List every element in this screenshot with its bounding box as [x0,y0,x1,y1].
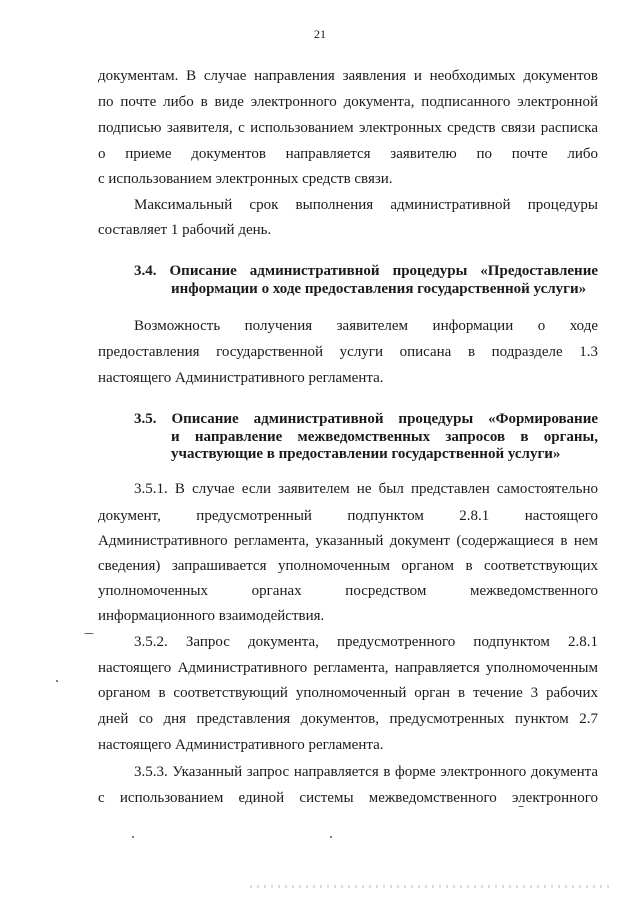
section-heading-3-4-cont: информации о ходе предоставления государственной услуги» [171,281,587,297]
text-line: настоящего Административного регламента. [98,737,384,753]
text-line: 3.5.1. В случае если заявителем не был представлен самостоятельно [134,481,598,497]
text-line: документам. В случае направления заявления и необходимых документов [98,68,598,84]
scan-speck [132,836,134,838]
section-heading-3-4: 3.4. Описание административной процедуры «Предоставление [134,263,598,279]
text-line: 3.5.3. Указанный запрос направляется в форме электронного документа [134,764,598,780]
text-line: настоящего Административного регламента, направляется уполномоченным [98,660,598,676]
text-line: документ, предусмотренный подпунктом 2.8.1 настоящего [98,508,598,524]
text-line: по почте либо в виде электронного документа, подписанного электронной [98,94,598,110]
text-line: Возможность получения заявителем информации о ходе [134,318,598,334]
text-line: настоящего Административного регламента. [98,370,384,386]
scan-speck [518,806,524,807]
section-heading-3-5-cont: участвующие в предоставлении государственной услуги» [171,446,561,462]
text-line: дней со дня представления документов, предусмотренных пунктом 2.7 [98,711,598,727]
section-heading-3-5: 3.5. Описание административной процедуры «Формирование [134,411,598,427]
page-number: 21 [314,27,326,41]
text-line: о приеме документов направляется заявителю по почте либо [98,146,598,162]
text-line: подписью заявителя, с использованием электронных средств связи расписка [98,120,598,136]
text-line: Максимальный срок выполнения административной процедуры [134,197,598,213]
section-heading-3-5-cont: и направление межведомственных запросов в органы, [171,429,598,445]
text-line: органом в соответствующий уполномоченный орган в течение 3 рабочих [98,685,598,701]
text-line: Административного регламента, указанный документ (содержащиеся в нем [98,533,598,549]
text-line: информационного взаимодействия. [98,608,325,624]
text-line: предоставления государственной услуги описана в подразделе 1.3 [98,344,598,360]
text-line: с использованием единой системы межведомственного электронного [98,790,598,806]
text-line: 3.5.2. Запрос документа, предусмотренного подпунктом 2.8.1 [134,634,598,650]
scan-speck [84,633,94,634]
text-line: уполномоченных органах посредством межведомственного [98,583,598,599]
text-line: с использованием электронных средств связи. [98,171,393,187]
scan-speck [330,836,332,838]
scan-speck [56,680,58,682]
scan-noise-strip [250,885,610,888]
text-line: составляет 1 рабочий день. [98,222,272,238]
text-line: сведения) запрашивается уполномоченным органом в соответствующих [98,558,598,574]
